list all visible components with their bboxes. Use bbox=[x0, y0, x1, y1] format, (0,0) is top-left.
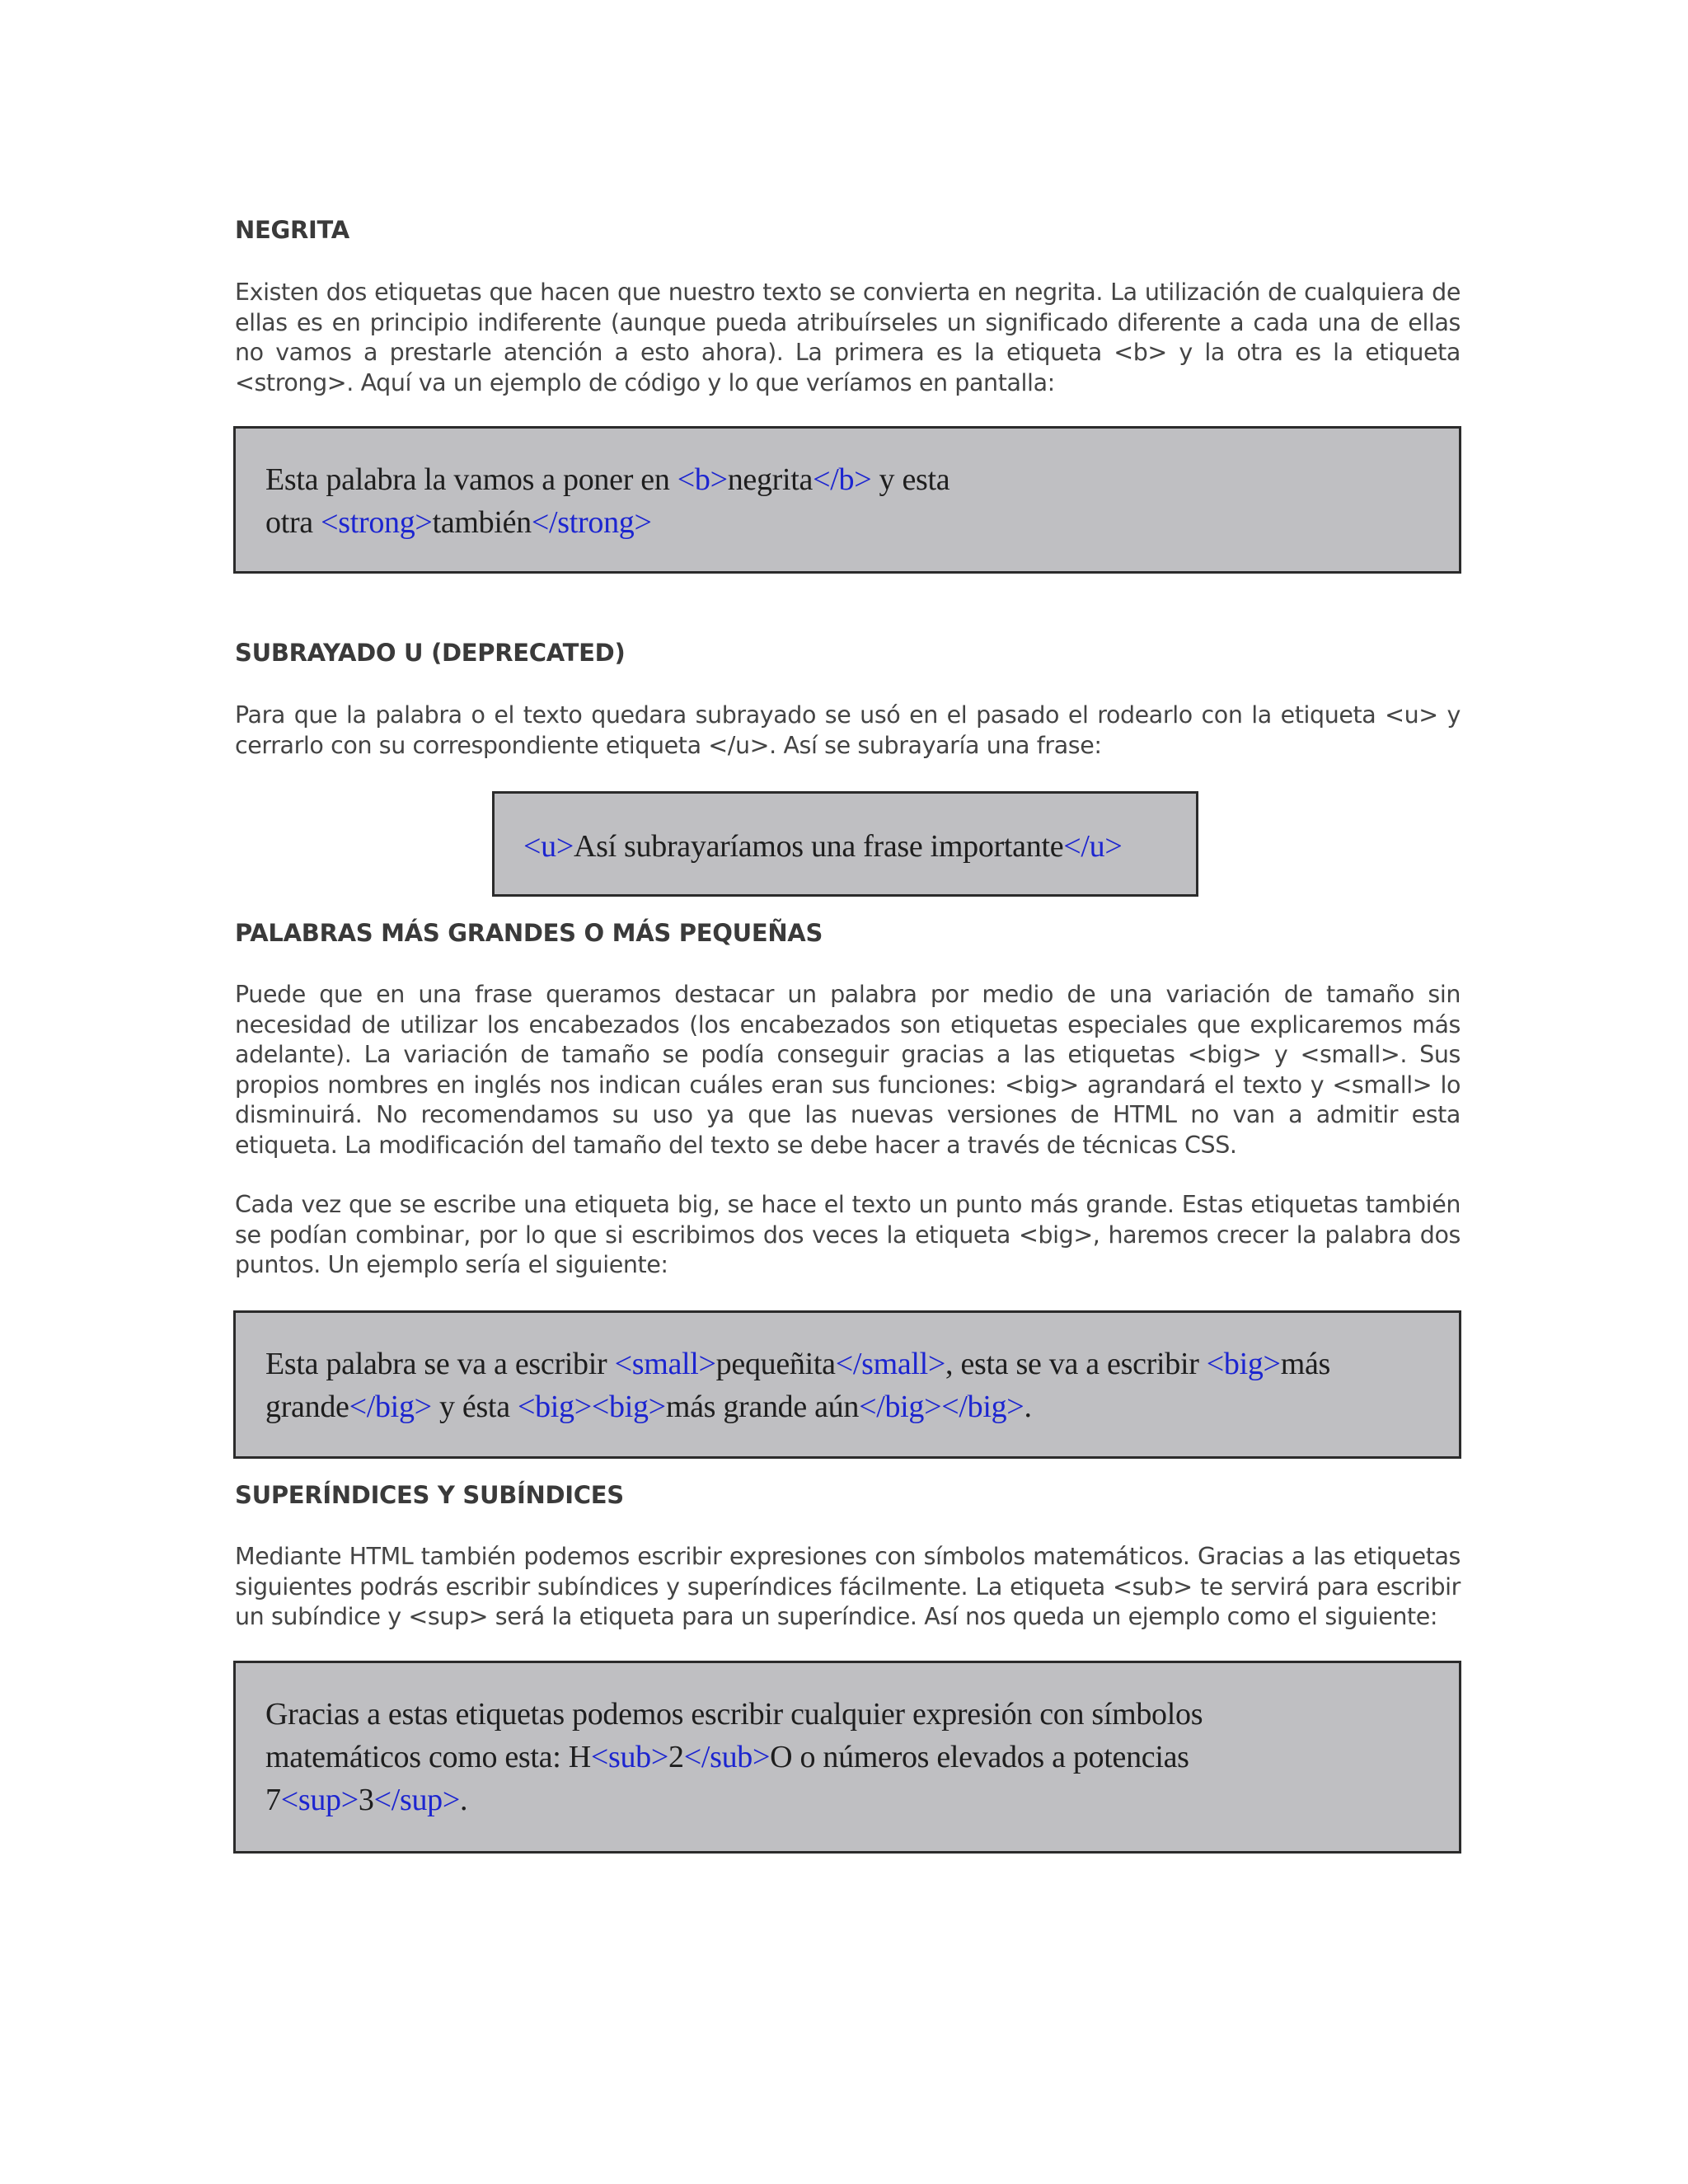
html-tag: </b> bbox=[813, 462, 872, 497]
code-line: 7<sup>3</sup>. bbox=[265, 1783, 468, 1817]
heading-subrayado: SUBRAYADO U (DEPRECATED) bbox=[235, 639, 626, 667]
html-tag: </big></big> bbox=[859, 1390, 1025, 1424]
html-tag: <strong> bbox=[321, 505, 433, 540]
paragraph-tamano-1: Puede que en una frase queramos destacar un palabra por medio de una variación de tamaño sin necesidad de utilizar los encabezados (los encabezados son etiquetas especiales que explicaremos más adelante). La variación de tamaño se podía conseguir gracias a las etiquetas <big> y <small>. Sus propios nombres en inglés nos indican cuáles eran sus funciones: <big> agrandará el texto y <small> lo disminuirá. No recomendamos su uso ya que las nuevas versiones de HTML no van a admitir esta etiqueta. La modificación del tamaño del texto se debe hacer a través de técnicas CSS. bbox=[235, 981, 1461, 1159]
html-tag: <u> bbox=[523, 829, 574, 864]
code-example-subrayado bbox=[492, 791, 1198, 897]
html-tag: </u> bbox=[1063, 829, 1123, 864]
paragraph-subrayado: Para que la palabra o el texto quedara subrayado se usó en el pasado el rodearlo con la etiqueta <u> y cerrarlo con su correspondiente etiqueta </u>. Así se subrayaría una frase: bbox=[235, 701, 1461, 759]
paragraph-tamano-2: Cada vez que se escribe una etiqueta big, se hace el texto un punto más grande. Estas etiquetas también se podían combinar, por lo que si escribimos dos veces la etiqueta <big>, haremos crecer la palabra dos puntos. Un ejemplo sería el siguiente: bbox=[235, 1191, 1461, 1278]
code-line: Esta palabra se va a escribir <small>pequeñita</small>, esta se va a escribir <big>más bbox=[265, 1347, 1330, 1381]
html-tag: <sup> bbox=[280, 1783, 359, 1817]
html-tag: <big><big> bbox=[517, 1390, 666, 1424]
paragraph-indices: Mediante HTML también podemos escribir expresiones con símbolos matemáticos. Gracias a las etiquetas siguientes podrás escribir subíndices y superíndices fácilmente. La etiqueta <sub> te servirá para escribir un subíndice y <sup> será la etiqueta para un superíndice. Así nos queda un ejemplo como el siguiente: bbox=[235, 1543, 1461, 1630]
html-tag: <b> bbox=[677, 462, 728, 497]
html-tag: </sub> bbox=[683, 1740, 771, 1774]
html-tag: </strong> bbox=[531, 505, 652, 540]
code-line: Esta palabra la vamos a poner en <b>negrita</b> y esta bbox=[265, 462, 950, 497]
heading-negrita: NEGRITA bbox=[235, 216, 349, 244]
heading-tamano: PALABRAS MÁS GRANDES O MÁS PEQUEÑAS bbox=[235, 919, 823, 947]
heading-indices: SUPERÍNDICES Y SUBÍNDICES bbox=[235, 1481, 624, 1509]
code-example-tamano bbox=[233, 1310, 1461, 1459]
paragraph-negrita: Existen dos etiquetas que hacen que nuestro texto se convierta en negrita. La utilización de cualquiera de ellas es en principio indiferente (aunque pueda atribuírseles un significado diferente a cada una de ellas no vamos a prestarle atención a esto ahora). La primera es la etiqueta <b> y la otra es la etiqueta <strong>. Aquí va un ejemplo de código y lo que veríamos en pantalla: bbox=[235, 279, 1461, 396]
html-tag: </big> bbox=[349, 1390, 432, 1424]
code-example-negrita bbox=[233, 426, 1461, 574]
code-line: matemáticos como esta: H<sub>2</sub>O o números elevados a potencias bbox=[265, 1740, 1189, 1774]
html-tag: <small> bbox=[614, 1347, 716, 1381]
html-tag: </sup> bbox=[373, 1783, 460, 1817]
html-tag: </small> bbox=[835, 1347, 946, 1381]
code-line: otra <strong>también</strong> bbox=[265, 505, 652, 540]
html-tag: <big> bbox=[1206, 1347, 1281, 1381]
code-line: Gracias a estas etiquetas podemos escribir cualquier expresión con símbolos bbox=[265, 1697, 1203, 1732]
code-line: <u>Así subrayaríamos una frase importante</u> bbox=[523, 829, 1123, 864]
code-line: grande</big> y ésta <big><big>más grande aún</big></big>. bbox=[265, 1390, 1032, 1424]
code-example-indices bbox=[233, 1661, 1461, 1854]
html-tag: <sub> bbox=[590, 1740, 668, 1774]
